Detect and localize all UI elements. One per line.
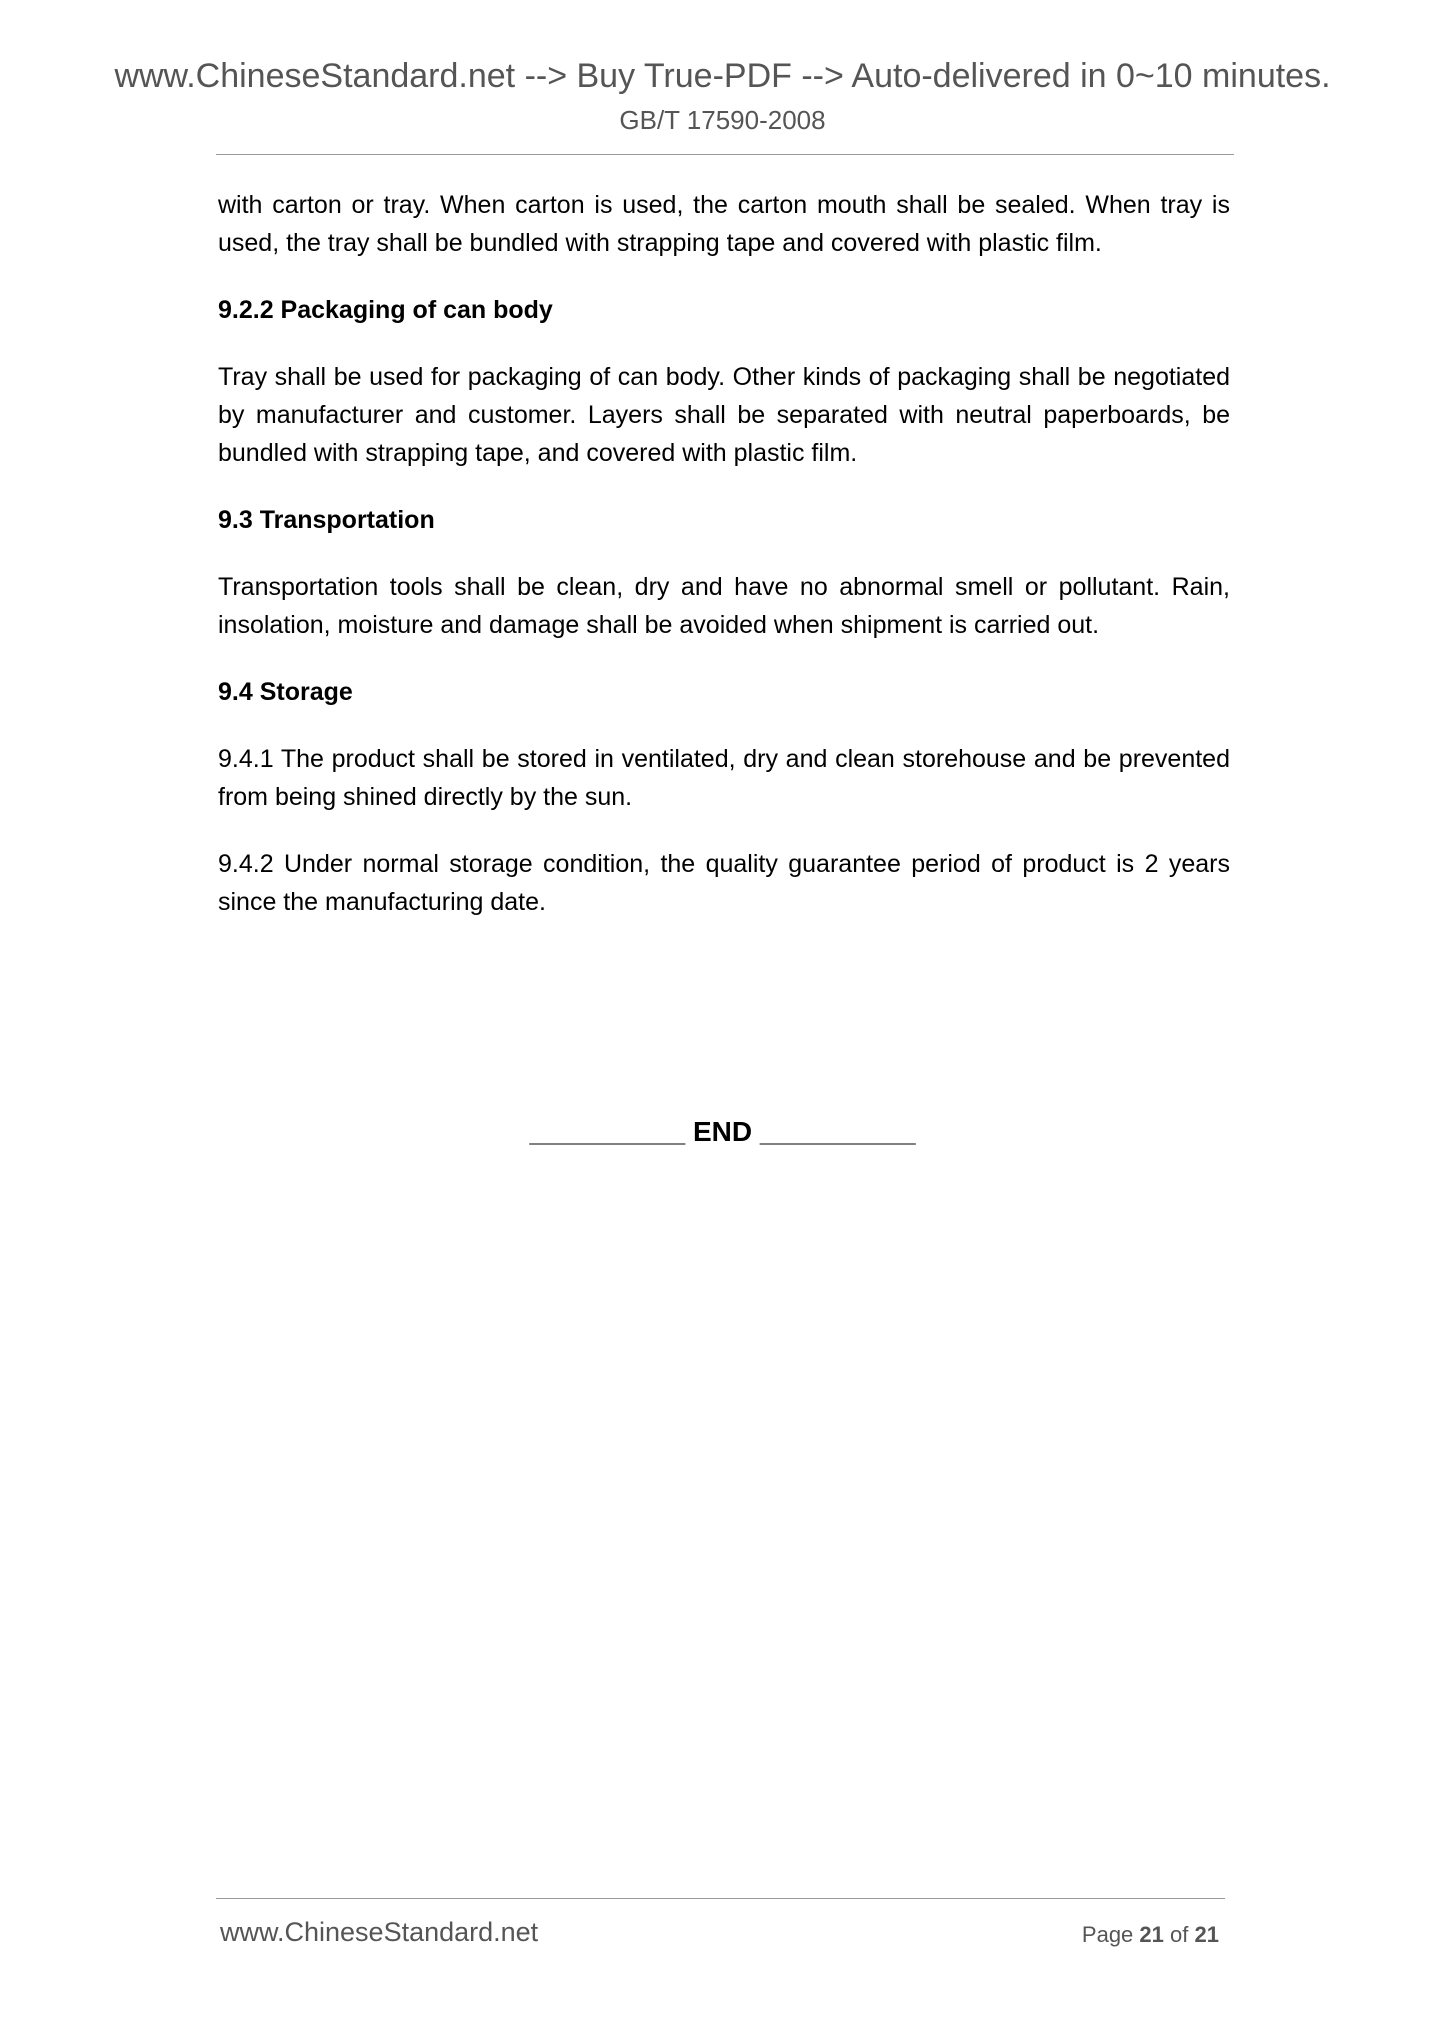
page-label: Page [1081,1922,1134,1947]
section-heading-9-3: 9.3 Transportation [218,506,435,534]
header-divider [216,154,1234,155]
clause-9-4-2: 9.4.2 Under normal storage condition, the quality guarantee period of product is 2 years since the manufacturing date. [218,850,1230,916]
intro-paragraph: with carton or tray. When carton is used, the carton mouth shall be sealed. When tray is used, the tray shall be bundled with strapping tape and covered with plastic film. [218,191,1230,257]
document-code: GB/T 17590-2008 [619,105,826,135]
page-total: 21 [1194,1922,1219,1947]
footer-site-link[interactable]: www.ChineseStandard.net [220,1917,539,1947]
clause-9-4-1: 9.4.1 The product shall be stored in ventilated, dry and clean storehouse and be prevented from being shined directly by the sun. [218,745,1230,811]
section-text-9-3: Transportation tools shall be clean, dry and have no abnormal smell or pollutant. Rain, insolation, moisture and damage shall be avoided when shipment is carried out. [218,573,1230,639]
page-of: of [1170,1922,1189,1947]
document-body [218,186,1230,950]
page-number [1082,1920,1219,1950]
section-heading-9-2-2: 9.2.2 Packaging of can body [218,296,553,324]
section-heading-9-4: 9.4 Storage [218,678,353,706]
header-banner: www.ChineseStandard.net --> Buy True-PDF --> Auto-delivered in 0~10 minutes. [114,57,1331,95]
section-text-9-2-2: Tray shall be used for packaging of can body. Other kinds of packaging shall be negotiated by manufacturer and customer. Layers shall be separated with neutral paperboards, be bundled with strapping tape, and covered with plastic film. [218,363,1230,467]
end-mark: __________ END __________ [529,1116,916,1147]
footer-divider [216,1898,1225,1899]
page-current: 21 [1139,1922,1164,1947]
